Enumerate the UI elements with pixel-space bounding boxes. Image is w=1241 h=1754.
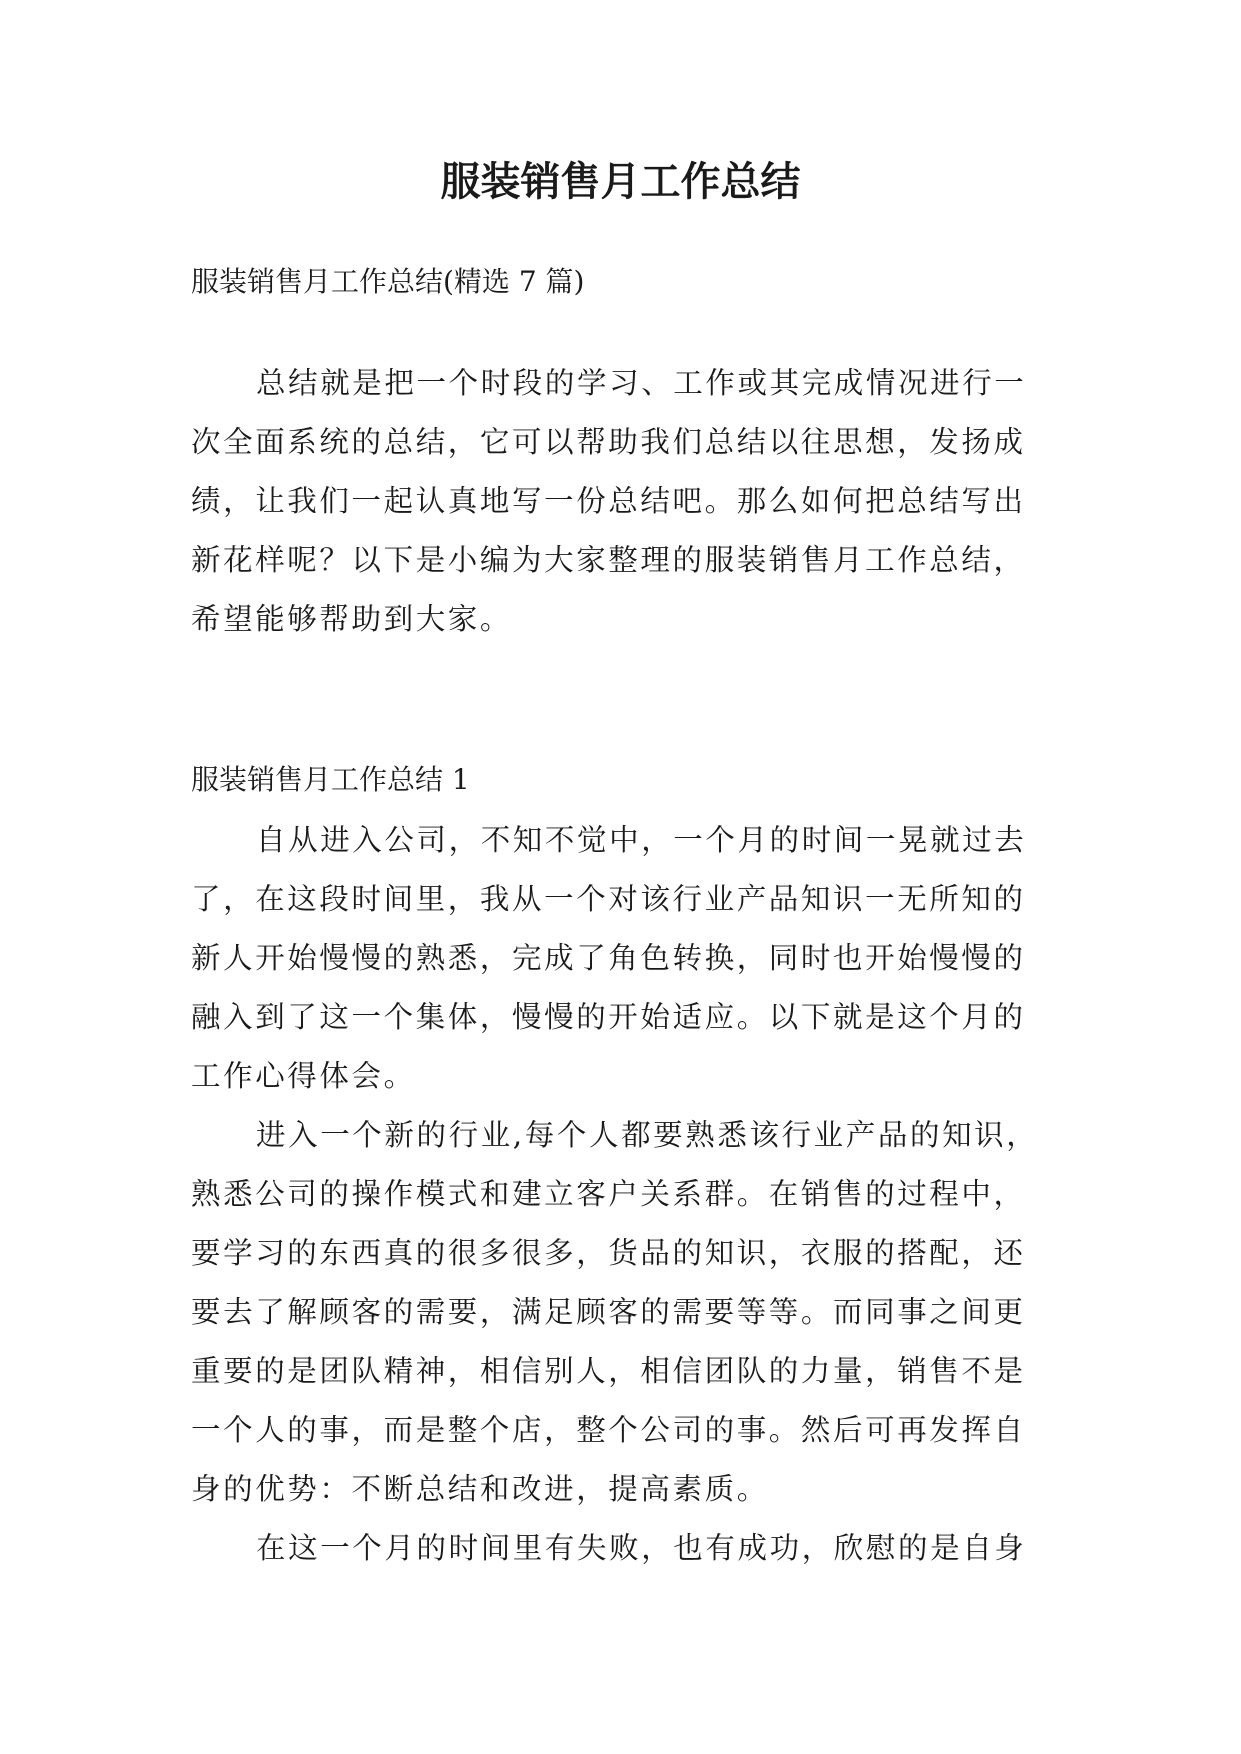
paragraph-line: 身的优势：不断总结和改进，提高素质。 bbox=[191, 1472, 769, 1506]
paragraph-line: 进入一个新的行业,每个人都要熟悉该行业产品的知识， bbox=[256, 1118, 1039, 1152]
paragraph-line: 一个人的事，而是整个店，整个公司的事。然后可再发挥自 bbox=[191, 1413, 1026, 1447]
paragraph-line: 要学习的东西真的很多很多，货品的知识，衣服的搭配，还 bbox=[191, 1236, 1026, 1270]
intro-paragraph bbox=[191, 354, 1071, 649]
paragraph-line: 融入到了这一个集体，慢慢的开始适应。以下就是这个月的 bbox=[191, 1000, 1026, 1034]
paragraph-line: 总结就是把一个时段的学习、工作或其完成情况进行一 bbox=[256, 366, 1027, 400]
paragraph-line: 次全面系统的总结，它可以帮助我们总结以往思想，发扬成 bbox=[191, 425, 1026, 459]
paragraph-line: 要去了解顾客的需要，满足顾客的需要等等。而同事之间更 bbox=[191, 1295, 1026, 1329]
section-heading: 服装销售月工作总结 1 bbox=[191, 763, 470, 796]
document-subtitle: 服装销售月工作总结(精选 7 篇) bbox=[191, 265, 585, 298]
paragraph-line: 绩，让我们一起认真地写一份总结吧。那么如何把总结写出 bbox=[191, 484, 1026, 518]
document-title: 服装销售月工作总结 bbox=[440, 159, 801, 205]
paragraph-line: 新花样呢？以下是小编为大家整理的服装销售月工作总结， bbox=[191, 543, 1026, 577]
paragraph-line: 新人开始慢慢的熟悉，完成了角色转换，同时也开始慢慢的 bbox=[191, 941, 1026, 975]
section1-paragraph-3 bbox=[191, 1519, 1071, 1578]
paragraph-line: 工作心得体会。 bbox=[191, 1059, 416, 1093]
paragraph-line: 熟悉公司的操作模式和建立客户关系群。在销售的过程中， bbox=[191, 1177, 1026, 1211]
paragraph-line: 重要的是团队精神，相信别人，相信团队的力量，销售不是 bbox=[191, 1354, 1026, 1388]
paragraph-line: 自从进入公司，不知不觉中，一个月的时间一晃就过去 bbox=[256, 823, 1027, 857]
section1-paragraph-1 bbox=[191, 811, 1071, 1106]
paragraph-line: 希望能够帮助到大家。 bbox=[191, 602, 513, 636]
paragraph-line: 了，在这段时间里，我从一个对该行业产品知识一无所知的 bbox=[191, 882, 1026, 916]
paragraph-line: 在这一个月的时间里有失败，也有成功，欣慰的是自身 bbox=[256, 1531, 1027, 1565]
section1-paragraph-2 bbox=[191, 1106, 1071, 1519]
